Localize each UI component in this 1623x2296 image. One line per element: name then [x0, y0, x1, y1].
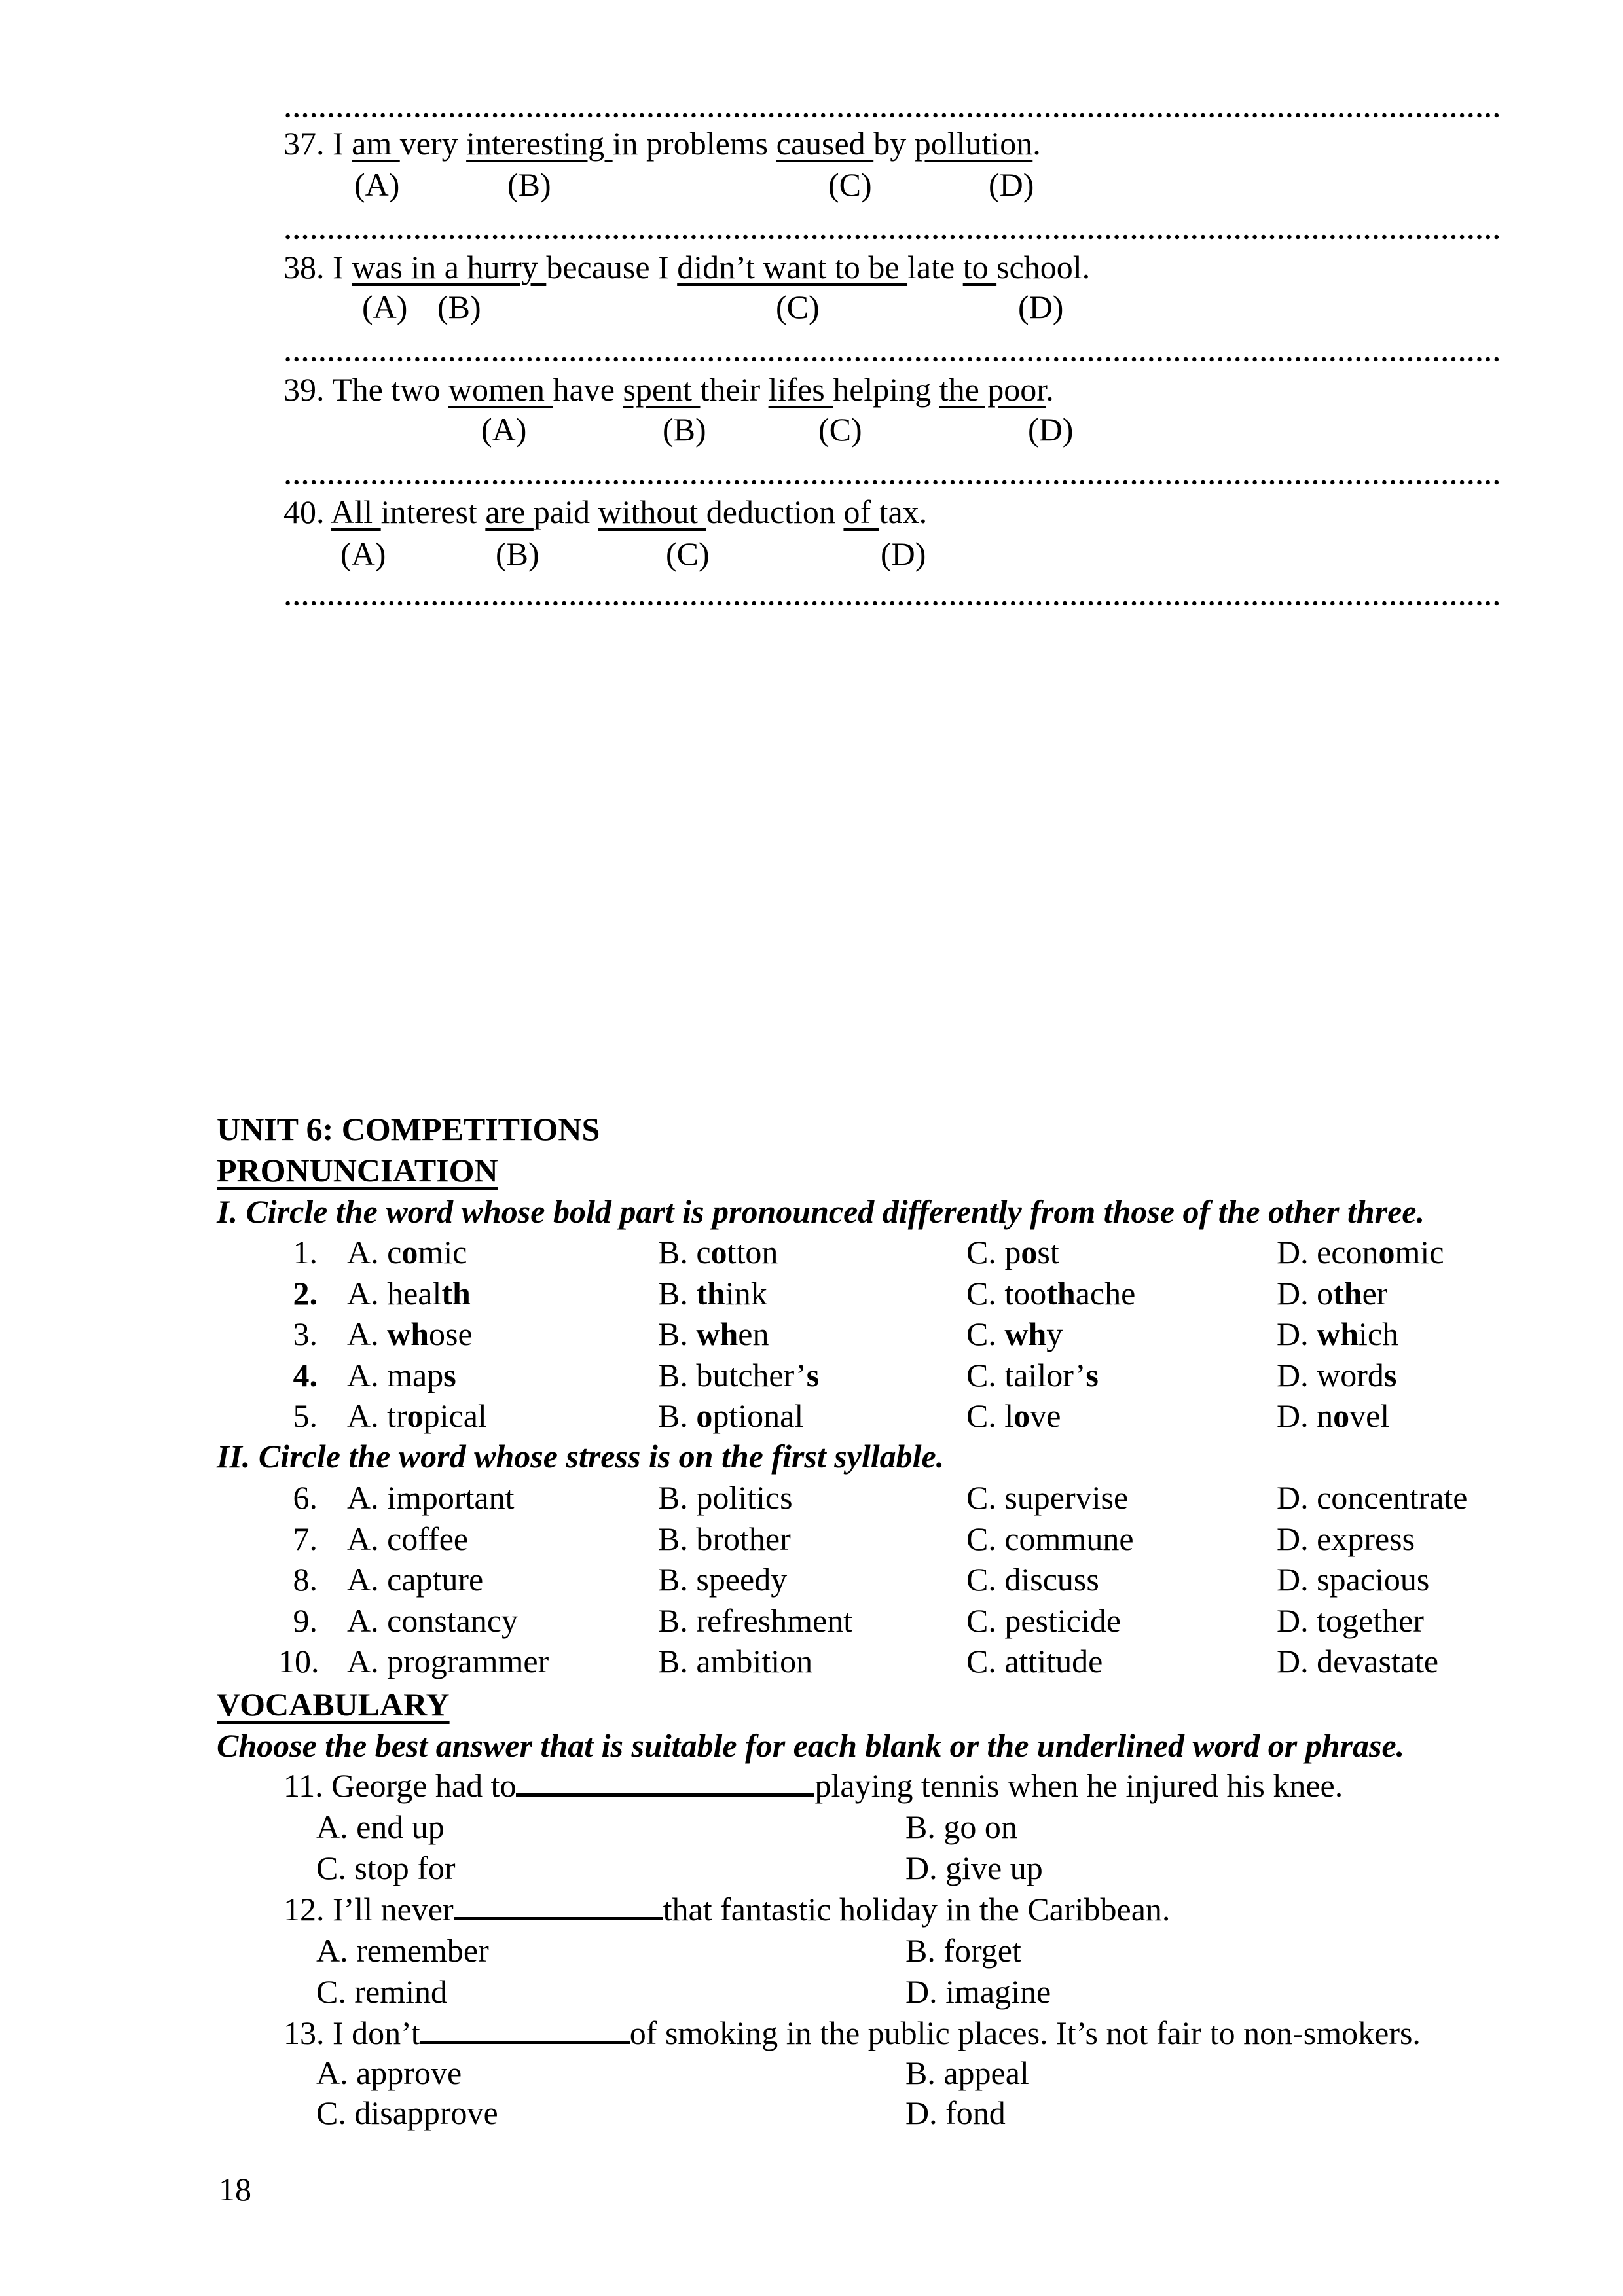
option-text: D. word	[1277, 1356, 1384, 1393]
answer-blank[interactable]	[420, 2040, 630, 2044]
option-text: st	[1037, 1234, 1059, 1270]
pronunciation-heading: PRONUNCIATION	[217, 1152, 498, 1189]
option-a[interactable]: A. important	[347, 1479, 515, 1516]
option-label-d: (D)	[1018, 289, 1064, 325]
option-b[interactable]	[658, 1318, 769, 1350]
question-text-before: George had to	[331, 1767, 517, 1804]
bold-sound-part: th	[696, 1274, 725, 1312]
dotted-answer-line	[283, 357, 1503, 362]
option-d[interactable]	[1277, 1356, 1397, 1393]
underlined-segment: didn’t want to be	[677, 249, 908, 285]
option-text: ve	[1030, 1397, 1061, 1434]
page-number: 18	[219, 2171, 251, 2208]
option-b[interactable]: B. ambition	[658, 1643, 813, 1679]
dotted-answer-line	[283, 601, 1503, 606]
answer-blank[interactable]	[454, 1916, 663, 1920]
option-label-d: (D)	[1028, 411, 1074, 448]
bold-sound-part: th	[441, 1274, 471, 1312]
option-b[interactable]: B. speedy	[658, 1561, 788, 1598]
unit-title: UNIT 6: COMPETITIONS	[217, 1111, 600, 1147]
option-text: mic	[1395, 1234, 1444, 1270]
option-text: ink	[725, 1274, 767, 1312]
question-number: 38.	[283, 249, 333, 285]
option-c[interactable]	[966, 1274, 1136, 1312]
option-a[interactable]	[347, 1399, 487, 1432]
option-d[interactable]: D. imagine	[905, 1973, 1051, 2010]
text-segment: in problems	[612, 125, 776, 162]
underlined-segment: was in a hurry	[352, 249, 547, 285]
bold-sound-part: o	[1378, 1234, 1395, 1270]
option-c[interactable]	[966, 1356, 1099, 1393]
underlined-segment: of	[843, 493, 879, 530]
option-a[interactable]	[347, 1236, 467, 1268]
option-a[interactable]: A. programmer	[347, 1643, 549, 1679]
option-a[interactable]: A. constancy	[347, 1602, 519, 1639]
option-text: A. map	[347, 1356, 444, 1393]
question-number: 12.	[283, 1891, 333, 1928]
option-b[interactable]: B. forget	[905, 1932, 1021, 1969]
underlined-segment: women	[448, 371, 553, 408]
question-number: 10.	[278, 1643, 319, 1679]
option-b[interactable]	[658, 1236, 778, 1268]
text-segment: deduction	[706, 493, 844, 530]
underlined-segment: lifes	[768, 371, 833, 408]
option-text: vel	[1349, 1397, 1390, 1434]
text-segment: The two	[332, 371, 448, 408]
option-d[interactable]	[1277, 1318, 1398, 1350]
option-label-a: (A)	[362, 289, 408, 325]
vocabulary-instruction: Choose the best answer that is suitable for each blank or the underlined word or phrase.	[217, 1727, 1405, 1764]
text-segment: their	[700, 371, 769, 408]
option-c[interactable]: C. disapprove	[316, 2094, 498, 2131]
bold-sound-part: o	[1333, 1397, 1350, 1434]
option-b[interactable]: B. appeal	[905, 2054, 1029, 2091]
bold-sound-part: o	[407, 1397, 424, 1434]
bold-sound-part: th	[1333, 1274, 1362, 1312]
option-text: B.	[658, 1397, 697, 1434]
option-d[interactable]: D. concentrate	[1277, 1479, 1468, 1516]
text-segment: school.	[996, 249, 1091, 285]
option-d[interactable]: D. spacious	[1277, 1561, 1430, 1598]
bold-sound-part: s	[1085, 1356, 1099, 1393]
text-segment: tax.	[879, 493, 928, 530]
option-b[interactable]	[658, 1274, 767, 1312]
option-b[interactable]: B. brother	[658, 1520, 791, 1557]
option-text: y	[1046, 1316, 1063, 1352]
answer-blank[interactable]	[516, 1793, 814, 1797]
option-label-c: (C)	[818, 411, 862, 448]
underlined-segment: the poor	[939, 371, 1046, 408]
option-label-c: (C)	[666, 535, 710, 572]
option-text: C. tailor’	[966, 1356, 1086, 1393]
text-segment: because I	[546, 249, 678, 285]
option-d[interactable]: D. express	[1277, 1520, 1415, 1557]
option-text: C. p	[966, 1234, 1021, 1270]
option-text: mic	[418, 1234, 467, 1270]
option-text: en	[738, 1316, 769, 1352]
option-text: ich	[1359, 1316, 1399, 1352]
option-text: A. heal	[347, 1274, 442, 1312]
bold-sound-part: th	[1046, 1274, 1076, 1312]
text-segment: I	[333, 125, 352, 162]
option-c[interactable]	[966, 1236, 1059, 1268]
option-a[interactable]	[347, 1318, 473, 1350]
option-text: B.	[658, 1274, 697, 1312]
option-text: tton	[727, 1234, 778, 1270]
option-d[interactable]: D. devastate	[1277, 1643, 1439, 1679]
option-label-b: (B)	[507, 166, 551, 203]
pronunciation-instruction-2: II. Circle the word whose stress is on the first syllable.	[217, 1438, 945, 1475]
bold-sound-part: o	[710, 1234, 727, 1270]
option-c[interactable]: C. stop for	[316, 1850, 456, 1886]
option-label-a: (A)	[354, 166, 400, 203]
option-text: ptional	[712, 1397, 804, 1434]
question-number: 1.	[293, 1234, 318, 1270]
option-a[interactable]: A. approve	[316, 2054, 462, 2091]
underlined-segment: are	[485, 493, 534, 530]
option-text: A. c	[347, 1234, 402, 1270]
option-text: ose	[429, 1316, 473, 1352]
option-a[interactable]: A. end up	[316, 1808, 445, 1845]
bold-sound-part: o	[401, 1234, 418, 1270]
option-d[interactable]: D. together	[1277, 1602, 1424, 1639]
text-segment: .	[1046, 371, 1054, 408]
question-number: 13.	[283, 2015, 333, 2051]
vocab-question-11	[283, 1769, 1343, 1802]
dotted-answer-line	[283, 234, 1503, 240]
option-d[interactable]: D. fond	[905, 2094, 1006, 2131]
option-text: A.	[347, 1316, 388, 1352]
option-label-a: (A)	[481, 411, 527, 448]
option-label-b: (B)	[663, 411, 706, 448]
question-number: 39.	[283, 371, 333, 408]
bold-sound-part: o	[1013, 1397, 1030, 1434]
question-text-after: playing tennis when he injured his knee.	[814, 1767, 1343, 1804]
option-text: D.	[1277, 1316, 1317, 1352]
question-text-after: that fantastic holiday in the Caribbean.	[663, 1891, 1171, 1928]
option-b[interactable]: B. go on	[905, 1808, 1017, 1845]
option-b[interactable]	[658, 1356, 820, 1393]
text-segment: interest	[380, 493, 486, 530]
option-c[interactable]: C. supervise	[966, 1479, 1129, 1516]
underlined-segment: without	[598, 493, 706, 530]
option-text: C. too	[966, 1274, 1047, 1312]
question-number: 37.	[283, 125, 333, 162]
option-text: D. econ	[1277, 1234, 1379, 1270]
question-text-after: of smoking in the public places. It’s not fair to non-smokers.	[629, 2015, 1421, 2051]
option-text: B. butcher’	[658, 1356, 807, 1393]
error-question-37	[283, 127, 1041, 160]
question-number: 40.	[283, 493, 331, 530]
option-d[interactable]	[1277, 1399, 1389, 1432]
option-c[interactable]: C. remind	[316, 1973, 447, 2010]
option-text: C. l	[966, 1397, 1014, 1434]
option-b[interactable]: B. refreshment	[658, 1602, 853, 1639]
text-segment: have	[553, 371, 623, 408]
underlined-segment: interesting	[466, 125, 613, 162]
option-d[interactable]	[1277, 1274, 1388, 1312]
question-number: 8.	[293, 1561, 318, 1598]
option-label-b: (B)	[437, 289, 481, 325]
bold-sound-part: wh	[387, 1316, 429, 1352]
dotted-answer-line	[283, 480, 1503, 485]
option-text: er	[1362, 1274, 1388, 1312]
underlined-segment: All	[331, 493, 381, 530]
option-d[interactable]	[1277, 1236, 1444, 1268]
question-number: 5.	[293, 1397, 318, 1434]
vocab-question-13	[283, 2017, 1421, 2049]
option-text: C.	[966, 1316, 1005, 1352]
bold-sound-part: s	[806, 1356, 820, 1393]
option-b[interactable]	[658, 1399, 803, 1432]
error-question-39	[283, 373, 1054, 406]
question-number: 7.	[293, 1520, 318, 1557]
bold-sound-part: wh	[696, 1316, 739, 1352]
option-d[interactable]: D. give up	[905, 1850, 1043, 1886]
option-a[interactable]: A. capture	[347, 1561, 484, 1598]
option-a[interactable]: A. coffee	[347, 1520, 469, 1557]
vocab-question-12	[283, 1893, 1170, 1926]
question-number: 11.	[283, 1767, 332, 1804]
bold-sound-part: wh	[1004, 1316, 1047, 1352]
option-text: pical	[423, 1397, 487, 1434]
option-c[interactable]	[966, 1399, 1061, 1432]
option-c[interactable]: C. pesticide	[966, 1602, 1122, 1639]
option-c[interactable]: C. attitude	[966, 1643, 1103, 1679]
underlined-segment: am	[352, 125, 400, 162]
option-c[interactable]: C. discuss	[966, 1561, 1099, 1598]
question-number: 2.	[293, 1274, 318, 1312]
error-question-40	[283, 495, 927, 528]
underlined-segment: to	[962, 249, 997, 285]
bold-sound-part: s	[443, 1356, 456, 1393]
underlined-segment: spent	[623, 371, 701, 408]
pronunciation-instruction-1: I. Circle the word whose bold part is pronounced differently from those of the other three.	[217, 1193, 1425, 1230]
dotted-answer-line	[283, 113, 1503, 118]
option-label-b: (B)	[496, 535, 539, 572]
underlined-segment: caused	[776, 125, 874, 162]
option-a[interactable]: A. remember	[316, 1932, 489, 1969]
text-segment: .	[1032, 125, 1041, 162]
error-question-38	[283, 251, 1090, 283]
option-label-c: (C)	[776, 289, 820, 325]
option-label-c: (C)	[828, 166, 872, 203]
bold-sound-part: wh	[1317, 1316, 1359, 1352]
option-label-a: (A)	[340, 535, 386, 572]
option-text: B. c	[658, 1234, 711, 1270]
option-text: B.	[658, 1316, 697, 1352]
bold-sound-part: s	[1383, 1356, 1397, 1393]
text-segment: late	[907, 249, 963, 285]
question-number: 9.	[293, 1602, 318, 1639]
text-segment: paid	[533, 493, 598, 530]
text-segment: I	[333, 249, 352, 285]
option-text: A. tr	[347, 1397, 407, 1434]
option-label-d: (D)	[881, 535, 926, 572]
option-a[interactable]	[347, 1356, 456, 1393]
text-segment: very	[399, 125, 467, 162]
option-text: D. o	[1277, 1274, 1334, 1312]
question-number: 4.	[293, 1356, 318, 1393]
option-b[interactable]: B. politics	[658, 1479, 793, 1516]
vocabulary-heading: VOCABULARY	[217, 1686, 450, 1723]
option-label-d: (D)	[989, 166, 1034, 203]
option-c[interactable]: C. commune	[966, 1520, 1134, 1557]
question-number: 3.	[293, 1316, 318, 1352]
question-number: 6.	[293, 1479, 318, 1516]
text-segment: helping	[833, 371, 939, 408]
question-text-before: I don’t	[333, 2015, 420, 2051]
bold-sound-part: o	[696, 1397, 713, 1434]
option-a[interactable]	[347, 1274, 471, 1312]
underlined-segment: pollution	[914, 125, 1033, 162]
bold-sound-part: o	[1021, 1234, 1038, 1270]
option-c[interactable]	[966, 1318, 1063, 1350]
text-segment: by	[873, 125, 915, 162]
question-text-before: I’ll never	[333, 1891, 454, 1928]
option-text: D. n	[1277, 1397, 1334, 1434]
option-text: ache	[1075, 1274, 1136, 1312]
